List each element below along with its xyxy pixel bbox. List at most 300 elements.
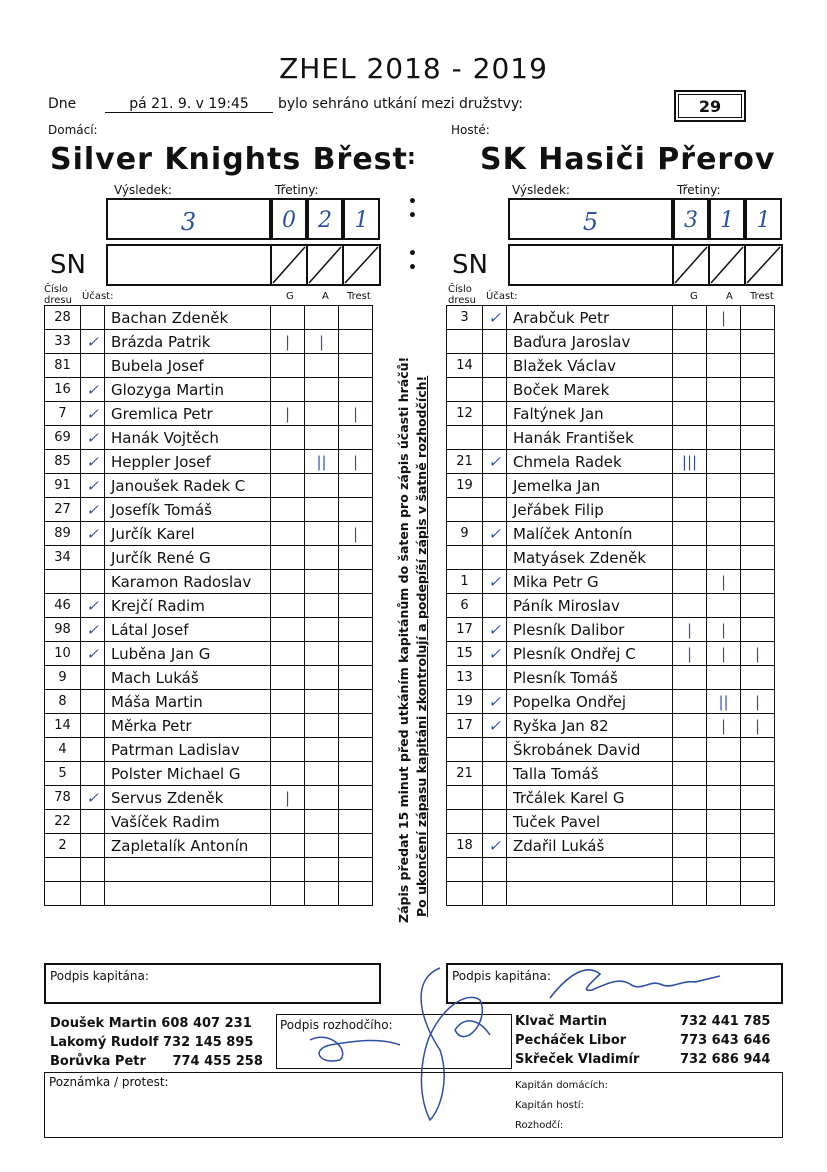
table-row xyxy=(45,522,373,546)
assists-marks xyxy=(707,738,741,762)
goals-marks xyxy=(673,546,707,570)
assists-marks xyxy=(707,762,741,786)
penalty-marks xyxy=(339,666,373,690)
goals-marks xyxy=(673,594,707,618)
player-name: Matyásek Zdeněk xyxy=(507,546,673,570)
presence-mark xyxy=(483,474,507,498)
player-number xyxy=(447,882,483,906)
penalty-marks xyxy=(741,882,775,906)
away-captain-signature xyxy=(540,962,740,1004)
goals-marks xyxy=(673,834,707,858)
assists-marks: | xyxy=(707,618,741,642)
goals-marks xyxy=(673,330,707,354)
away-col-num: Číslo dresu xyxy=(448,284,476,306)
player-name: Trčálek Karel G xyxy=(507,786,673,810)
away-team-name: SK Hasiči Přerov xyxy=(480,142,776,177)
presence-mark xyxy=(81,882,105,906)
player-number: 12 xyxy=(447,402,483,426)
goals-marks xyxy=(271,546,305,570)
table-row xyxy=(45,594,373,618)
assists-marks xyxy=(305,402,339,426)
goals-marks xyxy=(673,498,707,522)
table-row xyxy=(45,666,373,690)
assists-marks xyxy=(707,546,741,570)
presence-mark: ✓ xyxy=(483,522,507,546)
table-row xyxy=(45,762,373,786)
player-name: Tuček Pavel xyxy=(507,810,673,834)
home-score: 3 xyxy=(180,208,197,236)
presence-mark: ✓ xyxy=(81,498,105,522)
table-row xyxy=(45,426,373,450)
penalty-marks xyxy=(741,330,775,354)
presence-mark xyxy=(483,402,507,426)
goals-marks xyxy=(673,810,707,834)
player-number: 27 xyxy=(45,498,81,522)
presence-mark: ✓ xyxy=(81,330,105,354)
away-period-1-box xyxy=(673,198,709,240)
player-number: 14 xyxy=(447,354,483,378)
player-name: Gremlica Petr xyxy=(105,402,271,426)
player-name: Máša Martin xyxy=(105,690,271,714)
table-row xyxy=(447,834,775,858)
assists-marks xyxy=(305,714,339,738)
player-name: Bubela Josef xyxy=(105,354,271,378)
table-row xyxy=(45,882,373,906)
table-row xyxy=(447,546,775,570)
player-number xyxy=(45,858,81,882)
table-row xyxy=(45,714,373,738)
assists-marks xyxy=(305,642,339,666)
player-number: 46 xyxy=(45,594,81,618)
presence-mark: ✓ xyxy=(483,618,507,642)
home-period-2: 2 xyxy=(318,208,332,233)
goals-marks xyxy=(271,306,305,330)
player-number xyxy=(447,378,483,402)
referee-note-label: Rozhodčí: xyxy=(515,1120,564,1131)
goals-marks xyxy=(271,882,305,906)
penalty-marks xyxy=(339,690,373,714)
referee-signature-label: Podpis rozhodčího: xyxy=(280,1018,393,1032)
penalty-marks xyxy=(339,474,373,498)
penalty-marks xyxy=(741,570,775,594)
penalty-marks xyxy=(339,738,373,762)
away-col-trest: Trest xyxy=(750,291,774,302)
away-sn-boxes xyxy=(508,244,783,286)
player-number: 2 xyxy=(45,834,81,858)
presence-mark: ✓ xyxy=(483,714,507,738)
contact-left-3 xyxy=(50,1052,263,1071)
played-text: bylo sehráno utkání mezi družstvy: xyxy=(278,96,523,112)
player-number xyxy=(45,882,81,906)
player-name: Jeřábek Filip xyxy=(507,498,673,522)
assists-marks xyxy=(305,834,339,858)
contact-phone: 774 455 258 xyxy=(172,1054,263,1069)
penalty-marks xyxy=(741,834,775,858)
away-score-box xyxy=(508,198,673,240)
player-number: 81 xyxy=(45,354,81,378)
player-number: 1 xyxy=(447,570,483,594)
table-row xyxy=(447,522,775,546)
assists-marks xyxy=(305,738,339,762)
player-number: 17 xyxy=(447,714,483,738)
player-name: Plesník Dalibor xyxy=(507,618,673,642)
presence-mark xyxy=(81,762,105,786)
table-row xyxy=(447,810,775,834)
player-name: Karamon Radoslav xyxy=(105,570,271,594)
penalty-marks xyxy=(339,546,373,570)
player-name xyxy=(507,882,673,906)
goals-marks xyxy=(271,642,305,666)
player-name: Plesník Tomáš xyxy=(507,666,673,690)
assists-marks xyxy=(707,330,741,354)
presence-mark: ✓ xyxy=(81,594,105,618)
penalty-marks xyxy=(339,594,373,618)
goals-marks xyxy=(673,690,707,714)
table-row xyxy=(45,810,373,834)
page-title: ZHEL 2018 - 2019 xyxy=(279,52,548,85)
away-periods-label: Třetiny: xyxy=(677,183,721,197)
player-name xyxy=(507,858,673,882)
assists-marks xyxy=(305,762,339,786)
player-number xyxy=(447,546,483,570)
player-name: Vašíček Radim xyxy=(105,810,271,834)
penalty-marks xyxy=(339,810,373,834)
home-col-g: G xyxy=(286,291,294,302)
presence-mark: ✓ xyxy=(483,690,507,714)
goals-marks xyxy=(271,426,305,450)
player-number: 18 xyxy=(447,834,483,858)
assists-marks: | xyxy=(707,642,741,666)
presence-mark xyxy=(483,498,507,522)
table-row xyxy=(45,474,373,498)
presence-mark xyxy=(483,594,507,618)
protest-signatures xyxy=(515,1076,608,1136)
table-row xyxy=(45,378,373,402)
presence-mark xyxy=(81,810,105,834)
home-result-label: Výsledek: xyxy=(114,183,172,197)
assists-marks xyxy=(707,810,741,834)
assists-marks xyxy=(707,450,741,474)
player-number xyxy=(447,810,483,834)
presence-mark: ✓ xyxy=(81,402,105,426)
away-result-label: Výsledek: xyxy=(512,183,570,197)
penalty-marks xyxy=(339,858,373,882)
instruction-line-1: Zápis předat 15 minut před utkáním kapitánům do šaten pro zápis účasti hráčů! xyxy=(396,356,411,923)
goals-marks xyxy=(673,786,707,810)
player-name: Brázda Patrik xyxy=(105,330,271,354)
player-name: Boček Marek xyxy=(507,378,673,402)
player-name: Baďura Jaroslav xyxy=(507,330,673,354)
presence-mark xyxy=(483,426,507,450)
player-number xyxy=(447,858,483,882)
assists-marks: | xyxy=(707,570,741,594)
presence-mark xyxy=(483,882,507,906)
table-row xyxy=(45,546,373,570)
player-number xyxy=(447,330,483,354)
player-name: Blažek Václav xyxy=(507,354,673,378)
player-name: Jemelka Jan xyxy=(507,474,673,498)
assists-marks xyxy=(305,546,339,570)
table-row xyxy=(447,618,775,642)
presence-mark xyxy=(81,570,105,594)
goals-marks xyxy=(673,666,707,690)
penalty-marks xyxy=(339,330,373,354)
player-name: Chmela Radek xyxy=(507,450,673,474)
penalty-marks: | xyxy=(741,690,775,714)
player-number: 19 xyxy=(447,690,483,714)
home-period-3-box xyxy=(343,198,380,240)
table-row xyxy=(45,642,373,666)
penalty-marks xyxy=(339,786,373,810)
table-row xyxy=(447,714,775,738)
away-period-2-box xyxy=(709,198,745,240)
presence-mark xyxy=(483,858,507,882)
contact-phone: 732 686 944 xyxy=(680,1052,771,1067)
player-name: Plesník Ondřej C xyxy=(507,642,673,666)
player-number: 91 xyxy=(45,474,81,498)
presence-mark xyxy=(81,546,105,570)
table-row xyxy=(447,738,775,762)
penalty-marks xyxy=(741,474,775,498)
player-number xyxy=(447,426,483,450)
goals-marks xyxy=(673,570,707,594)
goals-marks xyxy=(271,378,305,402)
presence-mark: ✓ xyxy=(483,450,507,474)
presence-mark: ✓ xyxy=(81,426,105,450)
assists-marks xyxy=(305,498,339,522)
goals-marks xyxy=(673,306,707,330)
penalty-marks xyxy=(741,498,775,522)
home-periods-label: Třetiny: xyxy=(275,183,319,197)
assists-marks xyxy=(305,570,339,594)
assists-marks: | xyxy=(305,330,339,354)
player-name: Hanák František xyxy=(507,426,673,450)
penalty-marks xyxy=(339,426,373,450)
player-number: 19 xyxy=(447,474,483,498)
player-name xyxy=(105,858,271,882)
table-row xyxy=(45,450,373,474)
contact-phone: 773 643 646 xyxy=(680,1033,771,1048)
assists-marks xyxy=(707,474,741,498)
player-number: 5 xyxy=(45,762,81,786)
penalty-marks: | xyxy=(339,450,373,474)
goals-marks xyxy=(271,474,305,498)
match-number-box xyxy=(674,90,746,122)
contact-name: Skřeček Vladimír xyxy=(515,1052,640,1067)
table-row xyxy=(447,474,775,498)
player-name: Servus Zdeněk xyxy=(105,786,271,810)
player-name: Luběna Jan G xyxy=(105,642,271,666)
presence-mark xyxy=(81,714,105,738)
presence-mark xyxy=(81,834,105,858)
player-number: 13 xyxy=(447,666,483,690)
assists-marks xyxy=(305,426,339,450)
penalty-marks: | xyxy=(741,714,775,738)
home-col-num: Číslo dresu xyxy=(44,284,72,306)
assists-marks: || xyxy=(305,450,339,474)
goals-marks: ||| xyxy=(673,450,707,474)
assists-marks xyxy=(305,306,339,330)
home-roster-table xyxy=(44,305,373,906)
penalty-marks: | xyxy=(339,522,373,546)
contact-name: Lakomý Rudolf xyxy=(50,1035,159,1050)
goals-marks xyxy=(673,858,707,882)
penalty-marks xyxy=(741,378,775,402)
goals-marks xyxy=(673,714,707,738)
assists-marks xyxy=(305,810,339,834)
goals-marks xyxy=(271,762,305,786)
player-name: Bachan Zdeněk xyxy=(105,306,271,330)
player-name: Arabčuk Petr xyxy=(507,306,673,330)
assists-marks xyxy=(707,834,741,858)
vertical-instructions xyxy=(394,345,444,925)
table-row xyxy=(447,402,775,426)
table-row xyxy=(447,354,775,378)
player-number xyxy=(447,498,483,522)
instruction-line-2: Po ukončení zápasu kapitáni zkontrolují a podepíší zápis v šatně rozhodčích! xyxy=(414,375,429,917)
player-number: 14 xyxy=(45,714,81,738)
assists-marks xyxy=(305,354,339,378)
away-col-g: G xyxy=(690,291,698,302)
table-row xyxy=(447,666,775,690)
player-name: Josefík Tomáš xyxy=(105,498,271,522)
penalty-marks xyxy=(741,810,775,834)
goals-marks xyxy=(271,714,305,738)
penalty-marks xyxy=(741,306,775,330)
goals-marks xyxy=(271,594,305,618)
player-number: 34 xyxy=(45,546,81,570)
contact-name: Doušek Martin xyxy=(50,1016,157,1031)
goals-marks xyxy=(673,426,707,450)
assists-marks xyxy=(707,426,741,450)
table-row xyxy=(45,834,373,858)
presence-mark: ✓ xyxy=(81,786,105,810)
player-name: Zdařil Lukáš xyxy=(507,834,673,858)
player-name: Mika Petr G xyxy=(507,570,673,594)
goals-marks xyxy=(271,810,305,834)
player-name: Janoušek Radek C xyxy=(105,474,271,498)
home-score-box xyxy=(106,198,271,240)
penalty-marks xyxy=(339,882,373,906)
contacts-right-phones xyxy=(680,1012,770,1069)
penalty-marks xyxy=(741,354,775,378)
assists-marks xyxy=(707,378,741,402)
player-name: Zapletalík Antonín xyxy=(105,834,271,858)
goals-marks xyxy=(673,354,707,378)
away-captain-signature-label: Podpis kapitána: xyxy=(452,969,551,983)
presence-mark xyxy=(483,666,507,690)
presence-mark xyxy=(483,786,507,810)
assists-marks: | xyxy=(707,306,741,330)
player-number: 15 xyxy=(447,642,483,666)
penalty-marks xyxy=(741,522,775,546)
presence-mark xyxy=(81,354,105,378)
table-row xyxy=(45,618,373,642)
penalty-marks xyxy=(741,858,775,882)
player-name: Jurčík Karel xyxy=(105,522,271,546)
player-number: 9 xyxy=(447,522,483,546)
player-name: Páník Miroslav xyxy=(507,594,673,618)
home-period-3: 1 xyxy=(354,208,369,233)
away-period-2: 1 xyxy=(720,208,734,233)
penalty-marks xyxy=(339,498,373,522)
player-number: 69 xyxy=(45,426,81,450)
goals-marks: | xyxy=(271,402,305,426)
presence-mark xyxy=(81,738,105,762)
player-name: Škrobánek David xyxy=(507,738,673,762)
goals-marks xyxy=(673,738,707,762)
away-period-1: 3 xyxy=(684,208,698,233)
penalty-marks: | xyxy=(741,642,775,666)
player-number: 4 xyxy=(45,738,81,762)
goals-marks xyxy=(673,378,707,402)
player-name: Patrman Ladislav xyxy=(105,738,271,762)
goals-marks xyxy=(271,666,305,690)
player-number: 33 xyxy=(45,330,81,354)
assists-marks xyxy=(707,858,741,882)
player-number: 28 xyxy=(45,306,81,330)
assists-marks xyxy=(305,522,339,546)
table-row xyxy=(45,786,373,810)
table-row xyxy=(45,570,373,594)
player-name: Polster Michael G xyxy=(105,762,271,786)
player-name: Faltýnek Jan xyxy=(507,402,673,426)
assists-marks xyxy=(707,402,741,426)
penalty-marks xyxy=(741,786,775,810)
home-captain-signature-label: Podpis kapitána: xyxy=(50,969,149,983)
player-number: 7 xyxy=(45,402,81,426)
away-col-present: Účast: xyxy=(486,291,518,302)
presence-mark: ✓ xyxy=(81,522,105,546)
goals-marks: | xyxy=(673,618,707,642)
home-sn-label: SN xyxy=(50,250,86,280)
player-name: Ryška Jan 82 xyxy=(507,714,673,738)
player-number: 89 xyxy=(45,522,81,546)
assists-marks xyxy=(305,594,339,618)
penalty-marks xyxy=(339,642,373,666)
table-row xyxy=(447,426,775,450)
player-name: Mach Lukáš xyxy=(105,666,271,690)
presence-mark: ✓ xyxy=(81,474,105,498)
penalty-marks xyxy=(339,306,373,330)
penalty-marks xyxy=(741,546,775,570)
goals-marks xyxy=(271,522,305,546)
score-separator: • • xyxy=(408,194,417,224)
penalty-marks xyxy=(741,402,775,426)
assists-marks: || xyxy=(707,690,741,714)
presence-mark xyxy=(483,546,507,570)
assists-marks xyxy=(305,666,339,690)
player-name: Jurčík René G xyxy=(105,546,271,570)
player-number: 17 xyxy=(447,618,483,642)
presence-mark xyxy=(483,354,507,378)
home-period-1: 0 xyxy=(282,208,296,233)
table-row xyxy=(447,882,775,906)
table-row xyxy=(45,858,373,882)
home-sn-boxes xyxy=(106,244,381,286)
away-col-a: A xyxy=(726,291,733,302)
table-row xyxy=(447,690,775,714)
table-row xyxy=(45,402,373,426)
goals-marks xyxy=(271,450,305,474)
goals-marks: | xyxy=(271,330,305,354)
player-name: Hanák Vojtěch xyxy=(105,426,271,450)
penalty-marks xyxy=(339,618,373,642)
contact-phone: 732 145 895 xyxy=(162,1035,254,1050)
assists-marks xyxy=(707,786,741,810)
presence-mark xyxy=(483,330,507,354)
assists-marks: | xyxy=(707,714,741,738)
